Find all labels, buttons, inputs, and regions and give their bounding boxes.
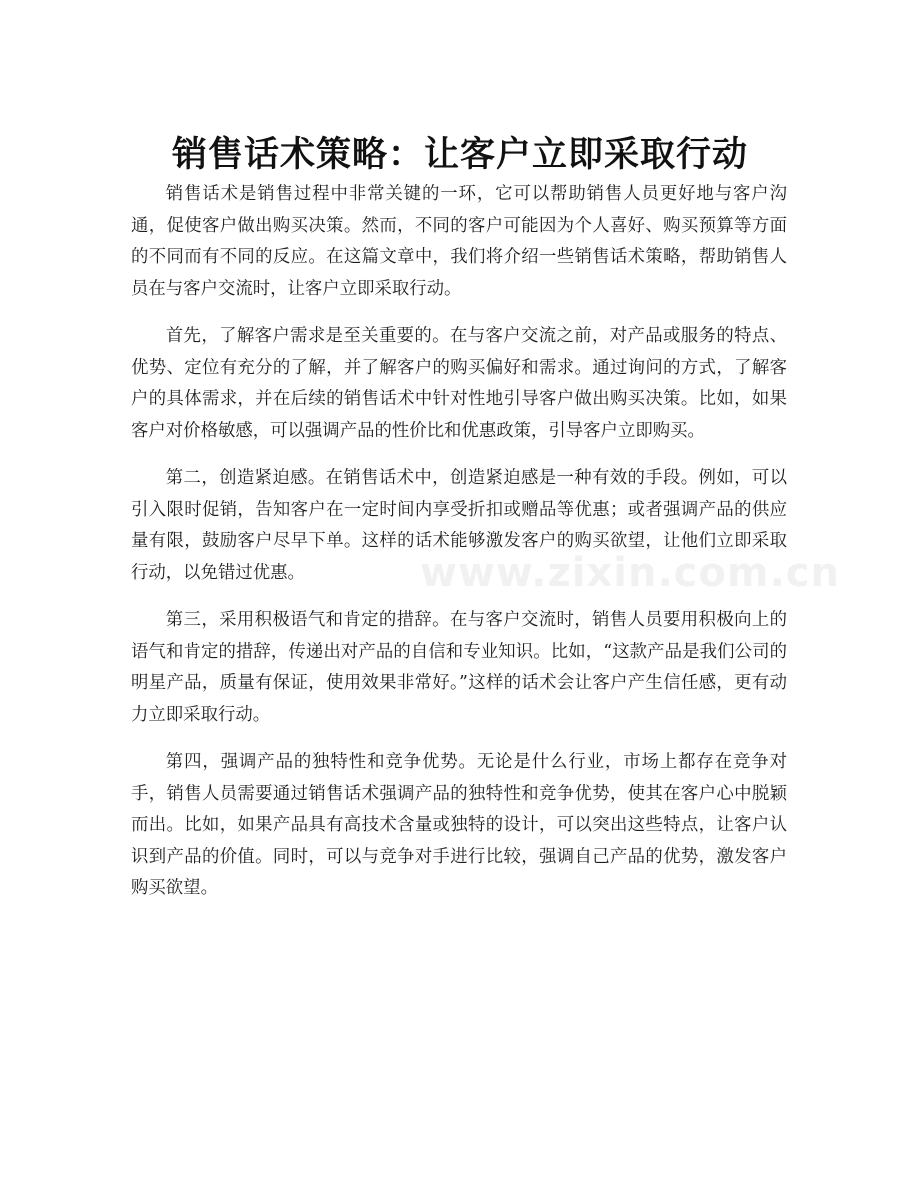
watermark: www.zixin.com.cn	[420, 550, 840, 596]
document-title: 销售话术策略：让客户立即采取行动	[171, 135, 748, 176]
paragraph-first: 首先，了解客户需求是至关重要的。在与客户交流之前，对产品或服务的特点、优势、定位有充分的了解，并了解客户的购买偏好和需求。通过询问的方式，了解客户的具体需求，并在后续的销售话术中针对性地引导客户做出购买决策。比如，如果客户对价格敏感，可以强调产品的性价比和优惠政策，引导客户立即购买。	[131, 326, 787, 441]
paragraph-fourth: 第四，强调产品的独特性和竞争优势。无论是什么行业，市场上都存在竞争对手，销售人员需要通过销售话术强调产品的独特性和竞争优势，使其在客户心中脱颖而出。比如，如果产品具有高技术含量或独特的设计，可以突出这些特点，让客户认识到产品的价值。同时，可以与竞争对手进行比较，强调自己产品的优势，激发客户购买欲望。	[131, 752, 787, 898]
paragraph-third: 第三，采用积极语气和肯定的措辞。在与客户交流时，销售人员要用积极向上的语气和肯定的措辞，传递出对产品的自信和专业知识。比如，“这款产品是我们公司的明星产品，质量有保证，使用效果非常好。”这样的话术会让客户产生信任感，更有动力立即采取行动。	[131, 610, 787, 725]
paragraph-second: 第二，创造紧迫感。在销售话术中，创造紧迫感是一种有效的手段。例如，可以引入限时促销，告知客户在一定时间内享受折扣或赠品等优惠；或者强调产品的供应量有限，鼓励客户尽早下单。这样的话术能够激发客户的购买欲望，让他们立即采取行动，以免错过优惠。	[131, 468, 787, 583]
paragraph-intro: 销售话术是销售过程中非常关键的一环，它可以帮助销售人员更好地与客户沟通，促使客户做出购买决策。然而，不同的客户可能因为个人喜好、购买预算等方面的不同而有不同的反应。在这篇文章中，我们将介绍一些销售话术策略，帮助销售人员在与客户交流时，让客户立即采取行动。	[131, 184, 787, 299]
document-body	[131, 179, 840, 921]
